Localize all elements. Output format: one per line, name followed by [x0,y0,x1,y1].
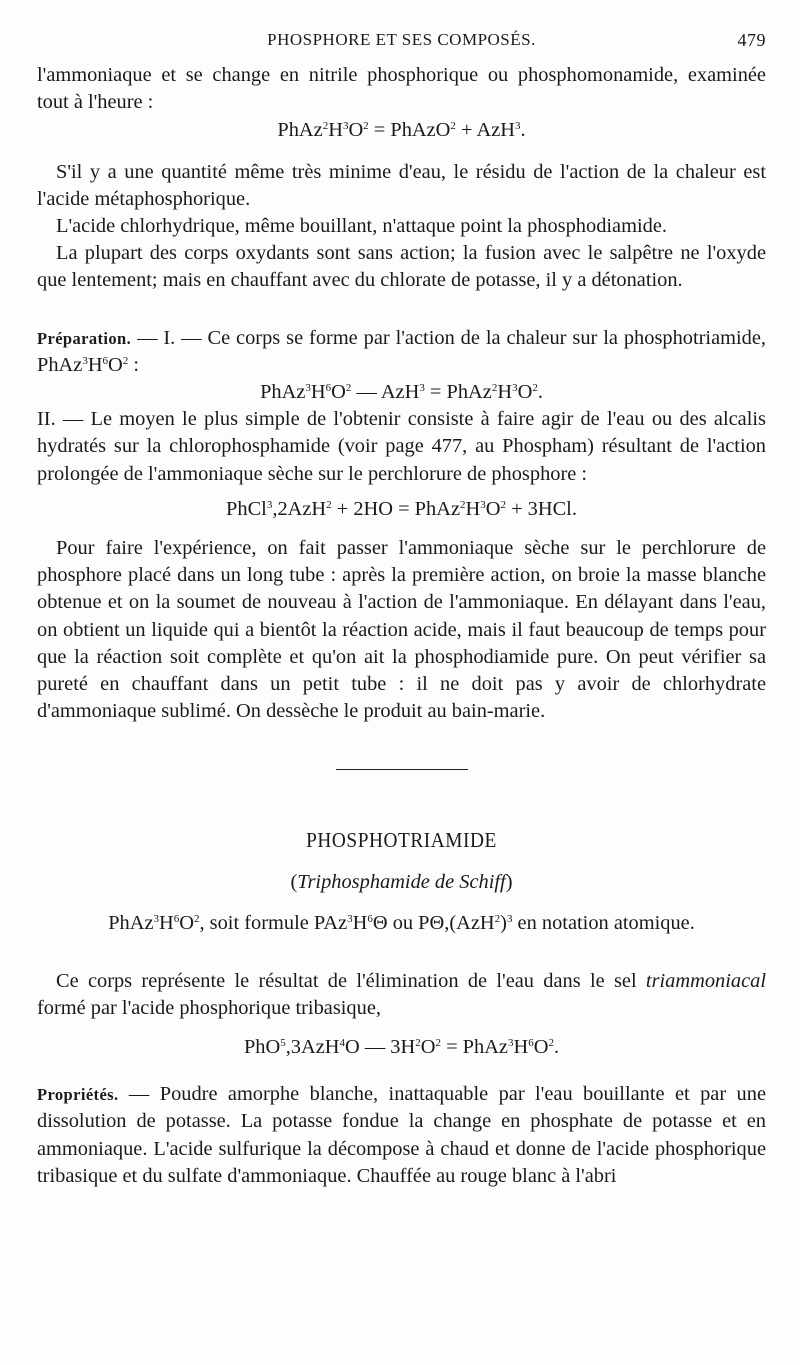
paragraph-triammoniacal: Ce corps représente le résultat de l'élimination de l'eau dans le sel triammoniacal formé par l'acide phosphorique tribasique, [37,969,766,1019]
emphasis: triammoniacal [645,969,766,992]
properties-heading: Propriétés. [37,1085,119,1105]
paragraph-properties: Propriétés. — Poudre amorphe blanche, inattaquable par l'eau bouillante et par une dissolution de potasse. La potasse fondue la change en phosphate de potasse et en ammoniaque. L'acide sulfurique la décompose à chaud et donne de l'acide phosphorique tribasique et du sulfate d'ammoniaque. Chauffée au rouge blanc à l'abri [37,1083,766,1187]
formula-2: $PhAz^3H^6O^2$ — $AzH^3 = PhAz^2H^3O^2$. [260,381,543,404]
formula-1: $PhAz^2H^3O^2$ = PhAzO$^2$ + AzH$^3$. [277,119,526,142]
paragraph-method-ii: II. — Le moyen le plus simple de l'obtenir consiste à faire agir de l'eau ou des alcalis hydratés sur la chlorophosphamide (voir page 477, au Phospham) résultant de l'action prolongée de l'ammoniaque sèche sur le perchlorure de phosphore : [37,408,766,485]
text-line: l'ammoniaque et se change en nitrile phosphorique ou phosphomonamide, examinée [37,64,766,86]
formula-3: PhCl$^3$,2AzH$^2$ + $2HO = PhAz^2H^3O^2 + 3HCl$. [226,497,577,520]
page-number: 479 [737,30,766,50]
section-title: PHOSPHOTRIAMIDE [306,828,497,853]
paragraph-preparation: Préparation. — I. — Ce corps se forme par l'action de la chaleur sur la phosphotriamide, $PhAz^3H^6O^2$ : [37,326,766,376]
section-subtitle: (Triphosphamide de Schiff) [290,871,513,894]
paragraph-continuation [37,62,766,116]
running-title: PHOSPHORE ET SES COMPOSÉS. [267,30,536,49]
formula-5: PhO$^5$,3AzH$^4$O — $3H^2O^2$ = $PhAz^3H^6O^2$. [243,1036,560,1059]
paragraph-oxidants: La plupart des corps oxydants sont sans action; la fusion avec le salpêtre ne l'oxyde que lentement; mais en chauffant avec du chlorate de potasse, il y a détonation. [37,242,766,292]
formula-4: $PhAz^3H^6O^2$, soit formule $PAz^3H^6\Theta$ ou $P\Theta,(AzH^2)^3$ en notation atomique. [108,912,695,935]
preparation-heading: Préparation. [37,328,132,348]
paragraph-hydrochloric: L'acide chlorhydrique, même bouillant, n'attaque point la phosphodiamide. [56,215,667,238]
paragraph-experiment: Pour faire l'expérience, on fait passer l'ammoniaque sèche sur le perchlorure de phosphore placé dans un long tube : après la première action, on broie la masse blanche obtenue et on la soumet de nouveau à l'action de l'ammoniaque. En délayant dans l'eau, on obtient un liquide qui a bientôt la réaction acide, mais il faut beaucoup de temps pour que la réaction soit complète et qu'on ait la phosphodiamide pure. On peut vérifier sa pureté en chauffant dans un petit tube : il ne doit pas y avoir de chlorhydrate d'ammoniaque sublimé. On dessèche le produit au bain-marie. [37,537,766,723]
section-divider [336,769,468,770]
running-header [37,0,766,62]
paragraph-residue: S'il y a une quantité même très minime d'eau, le résidu de l'action de la chaleur est l'acide métaphosphorique. [37,160,766,210]
text-line: tout à l'heure : [37,91,154,114]
